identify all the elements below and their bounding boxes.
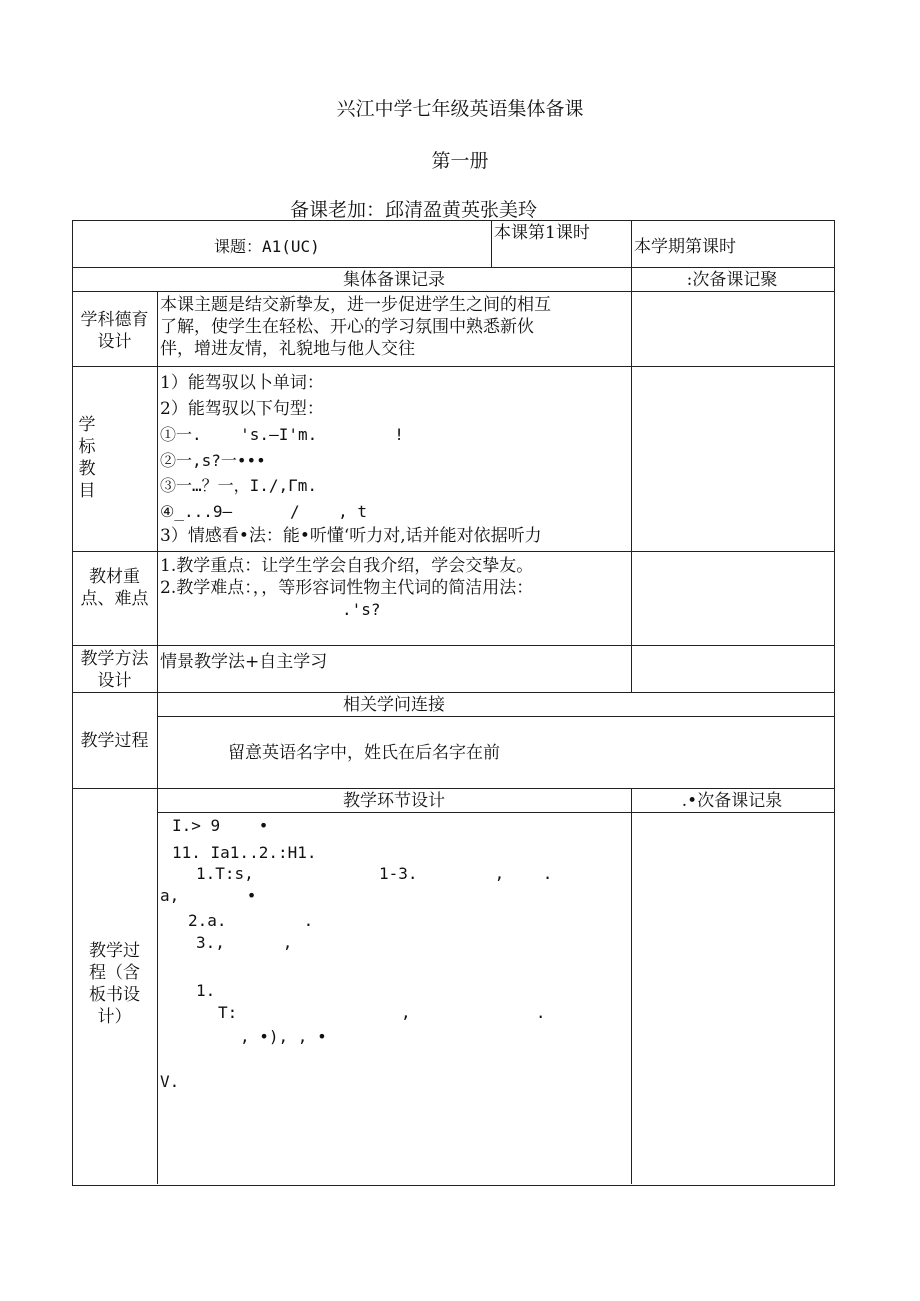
col-divider <box>491 220 492 267</box>
personal-record-header: :次备课记聚 <box>686 270 778 290</box>
design-line: a, • <box>160 886 257 905</box>
design-line: I.> 9 • <box>172 816 269 835</box>
row-divider <box>157 812 834 813</box>
method-text: 情景教学法+自主学习 <box>160 652 328 672</box>
moral-label: 学科德育 设计 <box>80 310 149 352</box>
design-label: 教学过 程（含 板书设 计） <box>89 941 140 1027</box>
design-line: 1.T:s, 1-3. , . <box>196 864 553 883</box>
row-divider <box>72 291 834 292</box>
col-divider <box>631 267 632 692</box>
design-personal-header: .•次备课记泉 <box>681 791 783 811</box>
goals-label: 学 标 教 目 <box>78 415 96 501</box>
lesson-number-cell: 本课第1课时 <box>494 223 590 243</box>
related-knowledge-text: 留意英语名字中，姓氏在后名字在前 <box>228 743 500 763</box>
volume-label: 第一册 <box>431 150 489 172</box>
moral-text: 本课主题是结交新挚友，进一步促进学生之间的相互 了解，使学生在轻松、开心的学习氛围中熟悉新伙 伴，增进友情，礼貌地与他人交往 <box>160 295 551 359</box>
goals-content: 1）能驾驭以卜单词： 2）能驾驭以下句型： ①一. 's.—I'm. ! ②一,s?一••• ③一…？一，I./,Γm. ④_...9— / , t 3）情感看•法：能•听懂‘听力对,话并能对依据听力 <box>160 373 542 546</box>
design-line: 3., , <box>196 933 293 952</box>
row-divider <box>72 366 834 367</box>
design-line: T: , . <box>218 1003 546 1022</box>
teachers-line: 备课老加：邱清盈黄英张美玲 <box>290 199 538 221</box>
keypoints-label: 教材重 点、难点 <box>80 567 149 609</box>
collective-record-header: 集体备课记录 <box>343 270 445 290</box>
col-divider <box>631 788 632 1184</box>
design-line: V. <box>160 1072 180 1091</box>
design-line: , •), , • <box>240 1027 327 1046</box>
semester-lesson-cell: 本学期第课时 <box>634 237 736 257</box>
col-divider <box>631 220 632 267</box>
design-line: 1. <box>196 981 216 1000</box>
design-line: 2.a. . <box>188 911 314 930</box>
process-label: 教学过程 <box>80 731 149 751</box>
topic-cell: 课题：A1(UC) <box>214 237 320 256</box>
row-divider <box>157 716 834 717</box>
col-divider <box>157 291 158 1184</box>
document-title: 兴江中学七年级英语集体备课 <box>336 98 584 120</box>
row-divider <box>72 692 834 693</box>
row-divider <box>72 267 834 268</box>
method-label: 教学方法 设计 <box>80 649 149 691</box>
row-divider <box>72 645 834 646</box>
row-divider <box>72 551 834 552</box>
row-divider <box>72 788 834 789</box>
design-line: 11. Ia1..2.:H1. <box>172 843 317 862</box>
keypoints-content: 1.教学重点：让学生学会自我介绍，学会交挚友。 2.教学难点：，，等形容词性物主代词的简洁用法： .'s? <box>160 556 534 619</box>
related-knowledge-header: 相关学问连接 <box>343 695 445 715</box>
design-header: 教学环节设计 <box>343 791 445 811</box>
